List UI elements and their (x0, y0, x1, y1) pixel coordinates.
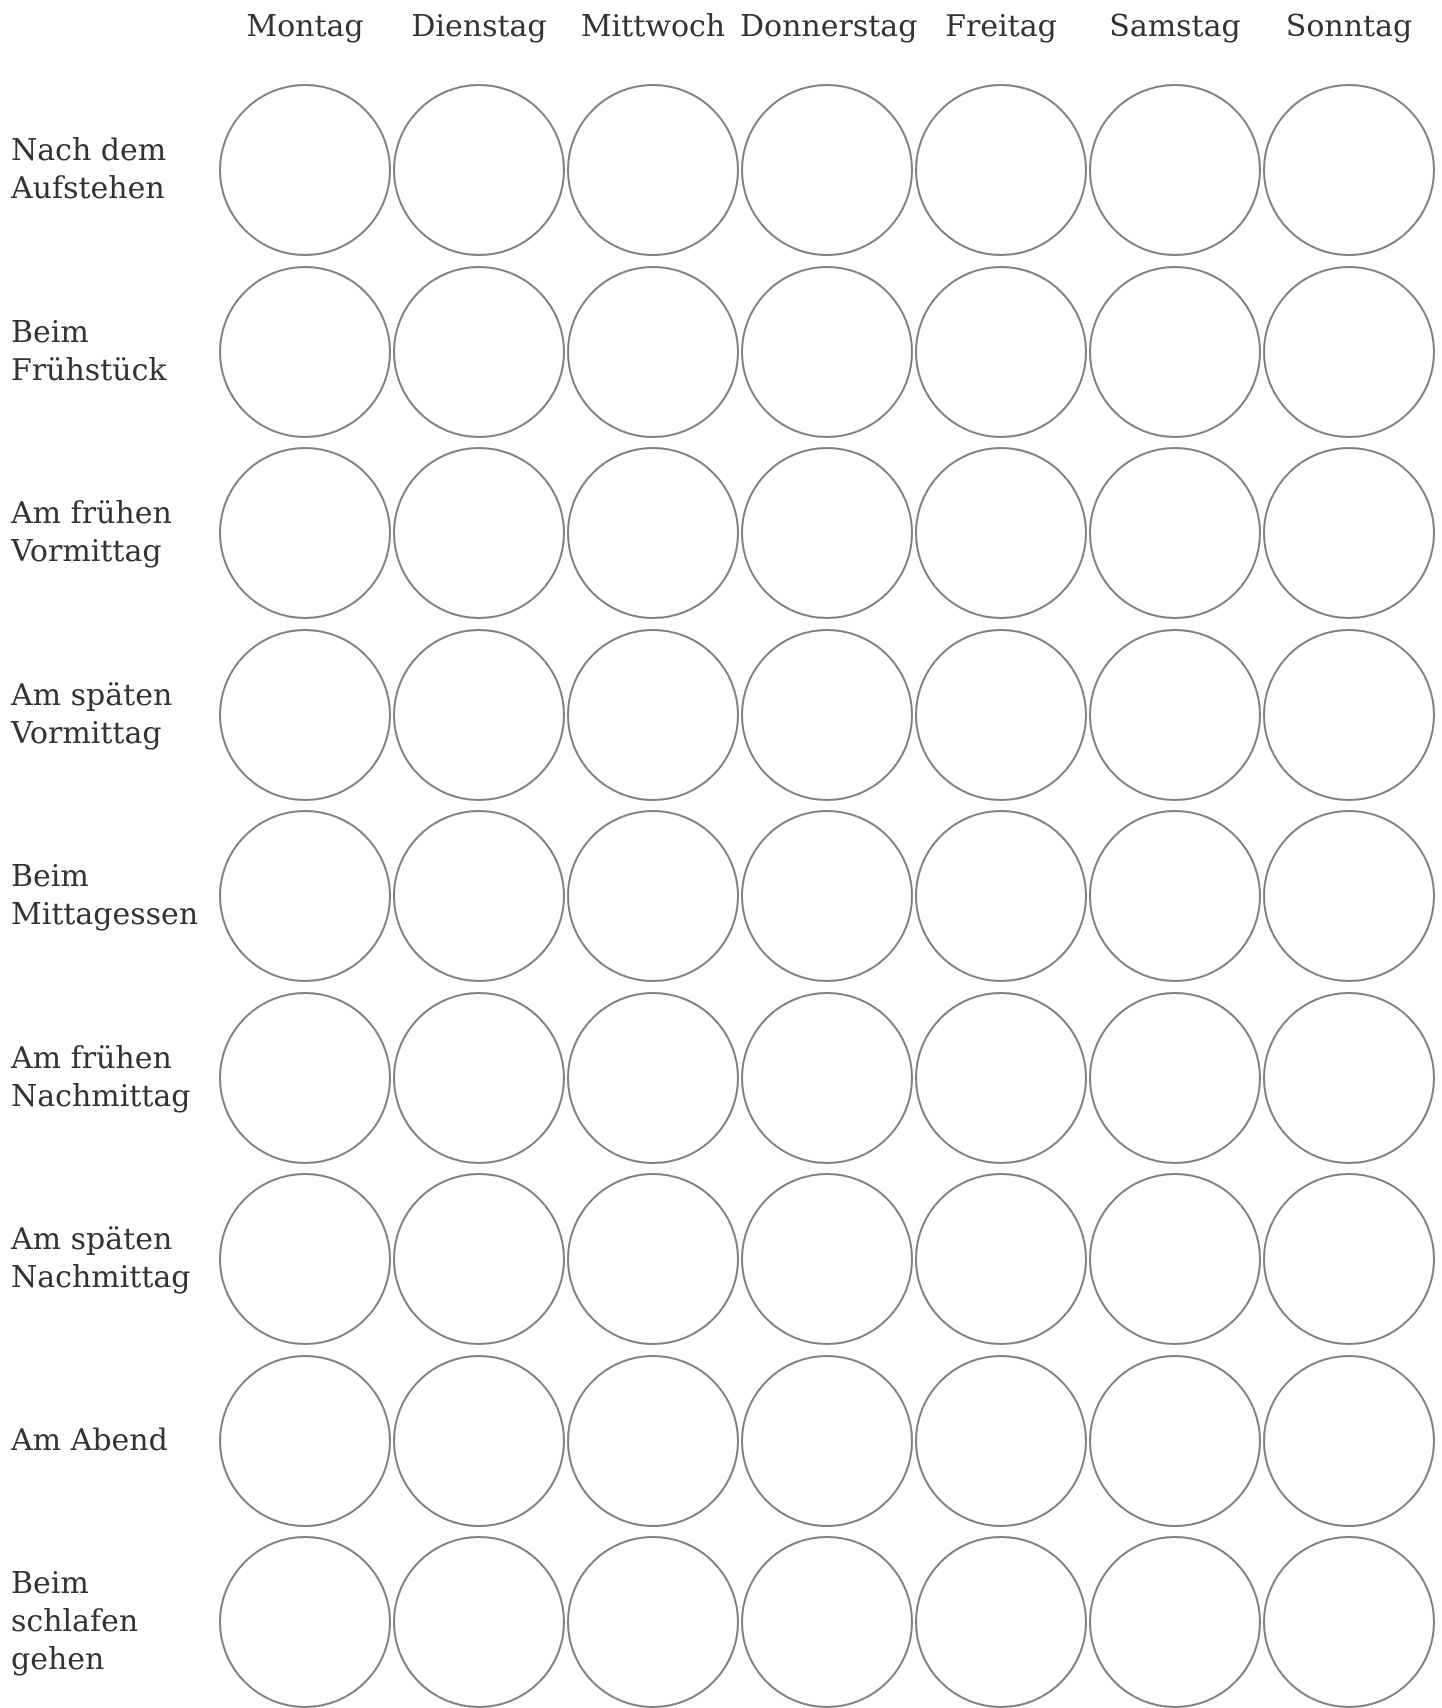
check-circle[interactable] (567, 1355, 739, 1527)
time-label-line: Vormittag (11, 715, 162, 751)
time-label-line: Am frühen (11, 1040, 172, 1076)
check-circle[interactable] (915, 84, 1087, 256)
check-circle[interactable] (741, 447, 913, 619)
check-circle[interactable] (915, 1536, 1087, 1708)
time-label-line: Nach dem (11, 133, 167, 168)
check-circle[interactable] (1263, 810, 1435, 982)
check-circle[interactable] (219, 266, 391, 438)
check-circle[interactable] (393, 1536, 565, 1708)
check-circle[interactable] (393, 84, 565, 256)
check-circle[interactable] (219, 447, 391, 619)
check-circle[interactable] (567, 810, 739, 982)
day-header: Montag (246, 9, 364, 44)
day-header: Sonntag (1285, 9, 1413, 44)
check-circle[interactable] (393, 810, 565, 982)
check-circle[interactable] (915, 447, 1087, 619)
day-header: Freitag (945, 9, 1057, 44)
check-circle[interactable] (1263, 84, 1435, 256)
check-circle[interactable] (1263, 447, 1435, 619)
time-label (11, 635, 211, 795)
time-label (11, 998, 211, 1158)
time-label (11, 453, 211, 613)
time-label (11, 1361, 211, 1521)
check-circle[interactable] (741, 992, 913, 1164)
check-circle[interactable] (219, 629, 391, 801)
time-label (11, 816, 211, 976)
time-label-line: Nachmittag (11, 1260, 191, 1295)
check-circle[interactable] (567, 1536, 739, 1708)
day-header: Donnerstag (740, 9, 918, 44)
time-label (11, 90, 211, 250)
time-label-line: Am frühen (11, 496, 172, 531)
check-circle[interactable] (567, 266, 739, 438)
check-circle[interactable] (393, 1355, 565, 1527)
check-circle[interactable] (393, 266, 565, 438)
check-circle[interactable] (741, 1173, 913, 1345)
check-circle[interactable] (219, 1536, 391, 1708)
check-circle[interactable] (567, 84, 739, 256)
time-label-line: gehen (11, 1642, 105, 1677)
time-label (11, 272, 211, 432)
check-circle[interactable] (1263, 266, 1435, 438)
check-circle[interactable] (393, 447, 565, 619)
time-label-line: Am späten (11, 677, 173, 713)
time-label-line: Beim (11, 1566, 89, 1601)
check-circle[interactable] (567, 447, 739, 619)
check-circle[interactable] (393, 992, 565, 1164)
check-circle[interactable] (1089, 629, 1261, 801)
check-circle[interactable] (741, 1536, 913, 1708)
time-label-line: Aufstehen (11, 171, 165, 206)
time-label (11, 1179, 211, 1339)
check-circle[interactable] (915, 629, 1087, 801)
check-circle[interactable] (219, 1355, 391, 1527)
check-circle[interactable] (1089, 266, 1261, 438)
check-circle[interactable] (741, 629, 913, 801)
time-label-line: Vormittag (11, 534, 162, 569)
time-label (11, 1542, 211, 1702)
check-circle[interactable] (219, 810, 391, 982)
check-circle[interactable] (219, 1173, 391, 1345)
time-label-line: Beim (11, 859, 89, 894)
check-circle[interactable] (567, 992, 739, 1164)
day-header: Mittwoch (580, 9, 726, 44)
check-circle[interactable] (1089, 447, 1261, 619)
check-circle[interactable] (915, 1173, 1087, 1345)
check-circle[interactable] (1263, 992, 1435, 1164)
check-circle[interactable] (393, 1173, 565, 1345)
time-label-line: Am späten (11, 1222, 173, 1257)
check-circle[interactable] (1089, 1536, 1261, 1708)
check-circle[interactable] (567, 1173, 739, 1345)
check-circle[interactable] (1089, 84, 1261, 256)
check-circle[interactable] (915, 992, 1087, 1164)
check-circle[interactable] (567, 629, 739, 801)
check-circle[interactable] (741, 810, 913, 982)
check-circle[interactable] (915, 266, 1087, 438)
check-circle[interactable] (219, 992, 391, 1164)
check-circle[interactable] (393, 629, 565, 801)
check-circle[interactable] (1263, 1355, 1435, 1527)
check-circle[interactable] (1089, 1173, 1261, 1345)
time-label-line: Am Abend (11, 1422, 168, 1458)
time-label-line: Frühstück (11, 352, 167, 388)
check-circle[interactable] (1263, 1173, 1435, 1345)
check-circle[interactable] (1089, 1355, 1261, 1527)
time-label-line: Beim (11, 314, 89, 350)
check-circle[interactable] (741, 84, 913, 256)
day-header: Samstag (1109, 9, 1241, 44)
day-header: Dienstag (411, 9, 547, 44)
time-label-line: schlafen (11, 1604, 139, 1639)
time-label-line: Mittagessen (11, 897, 199, 932)
check-circle[interactable] (741, 1355, 913, 1527)
check-circle[interactable] (1089, 810, 1261, 982)
check-circle[interactable] (915, 1355, 1087, 1527)
check-circle[interactable] (741, 266, 913, 438)
check-circle[interactable] (1263, 1536, 1435, 1708)
time-label-line: Nachmittag (11, 1078, 191, 1114)
check-circle[interactable] (1263, 629, 1435, 801)
check-circle[interactable] (219, 84, 391, 256)
check-circle[interactable] (915, 810, 1087, 982)
check-circle[interactable] (1089, 992, 1261, 1164)
